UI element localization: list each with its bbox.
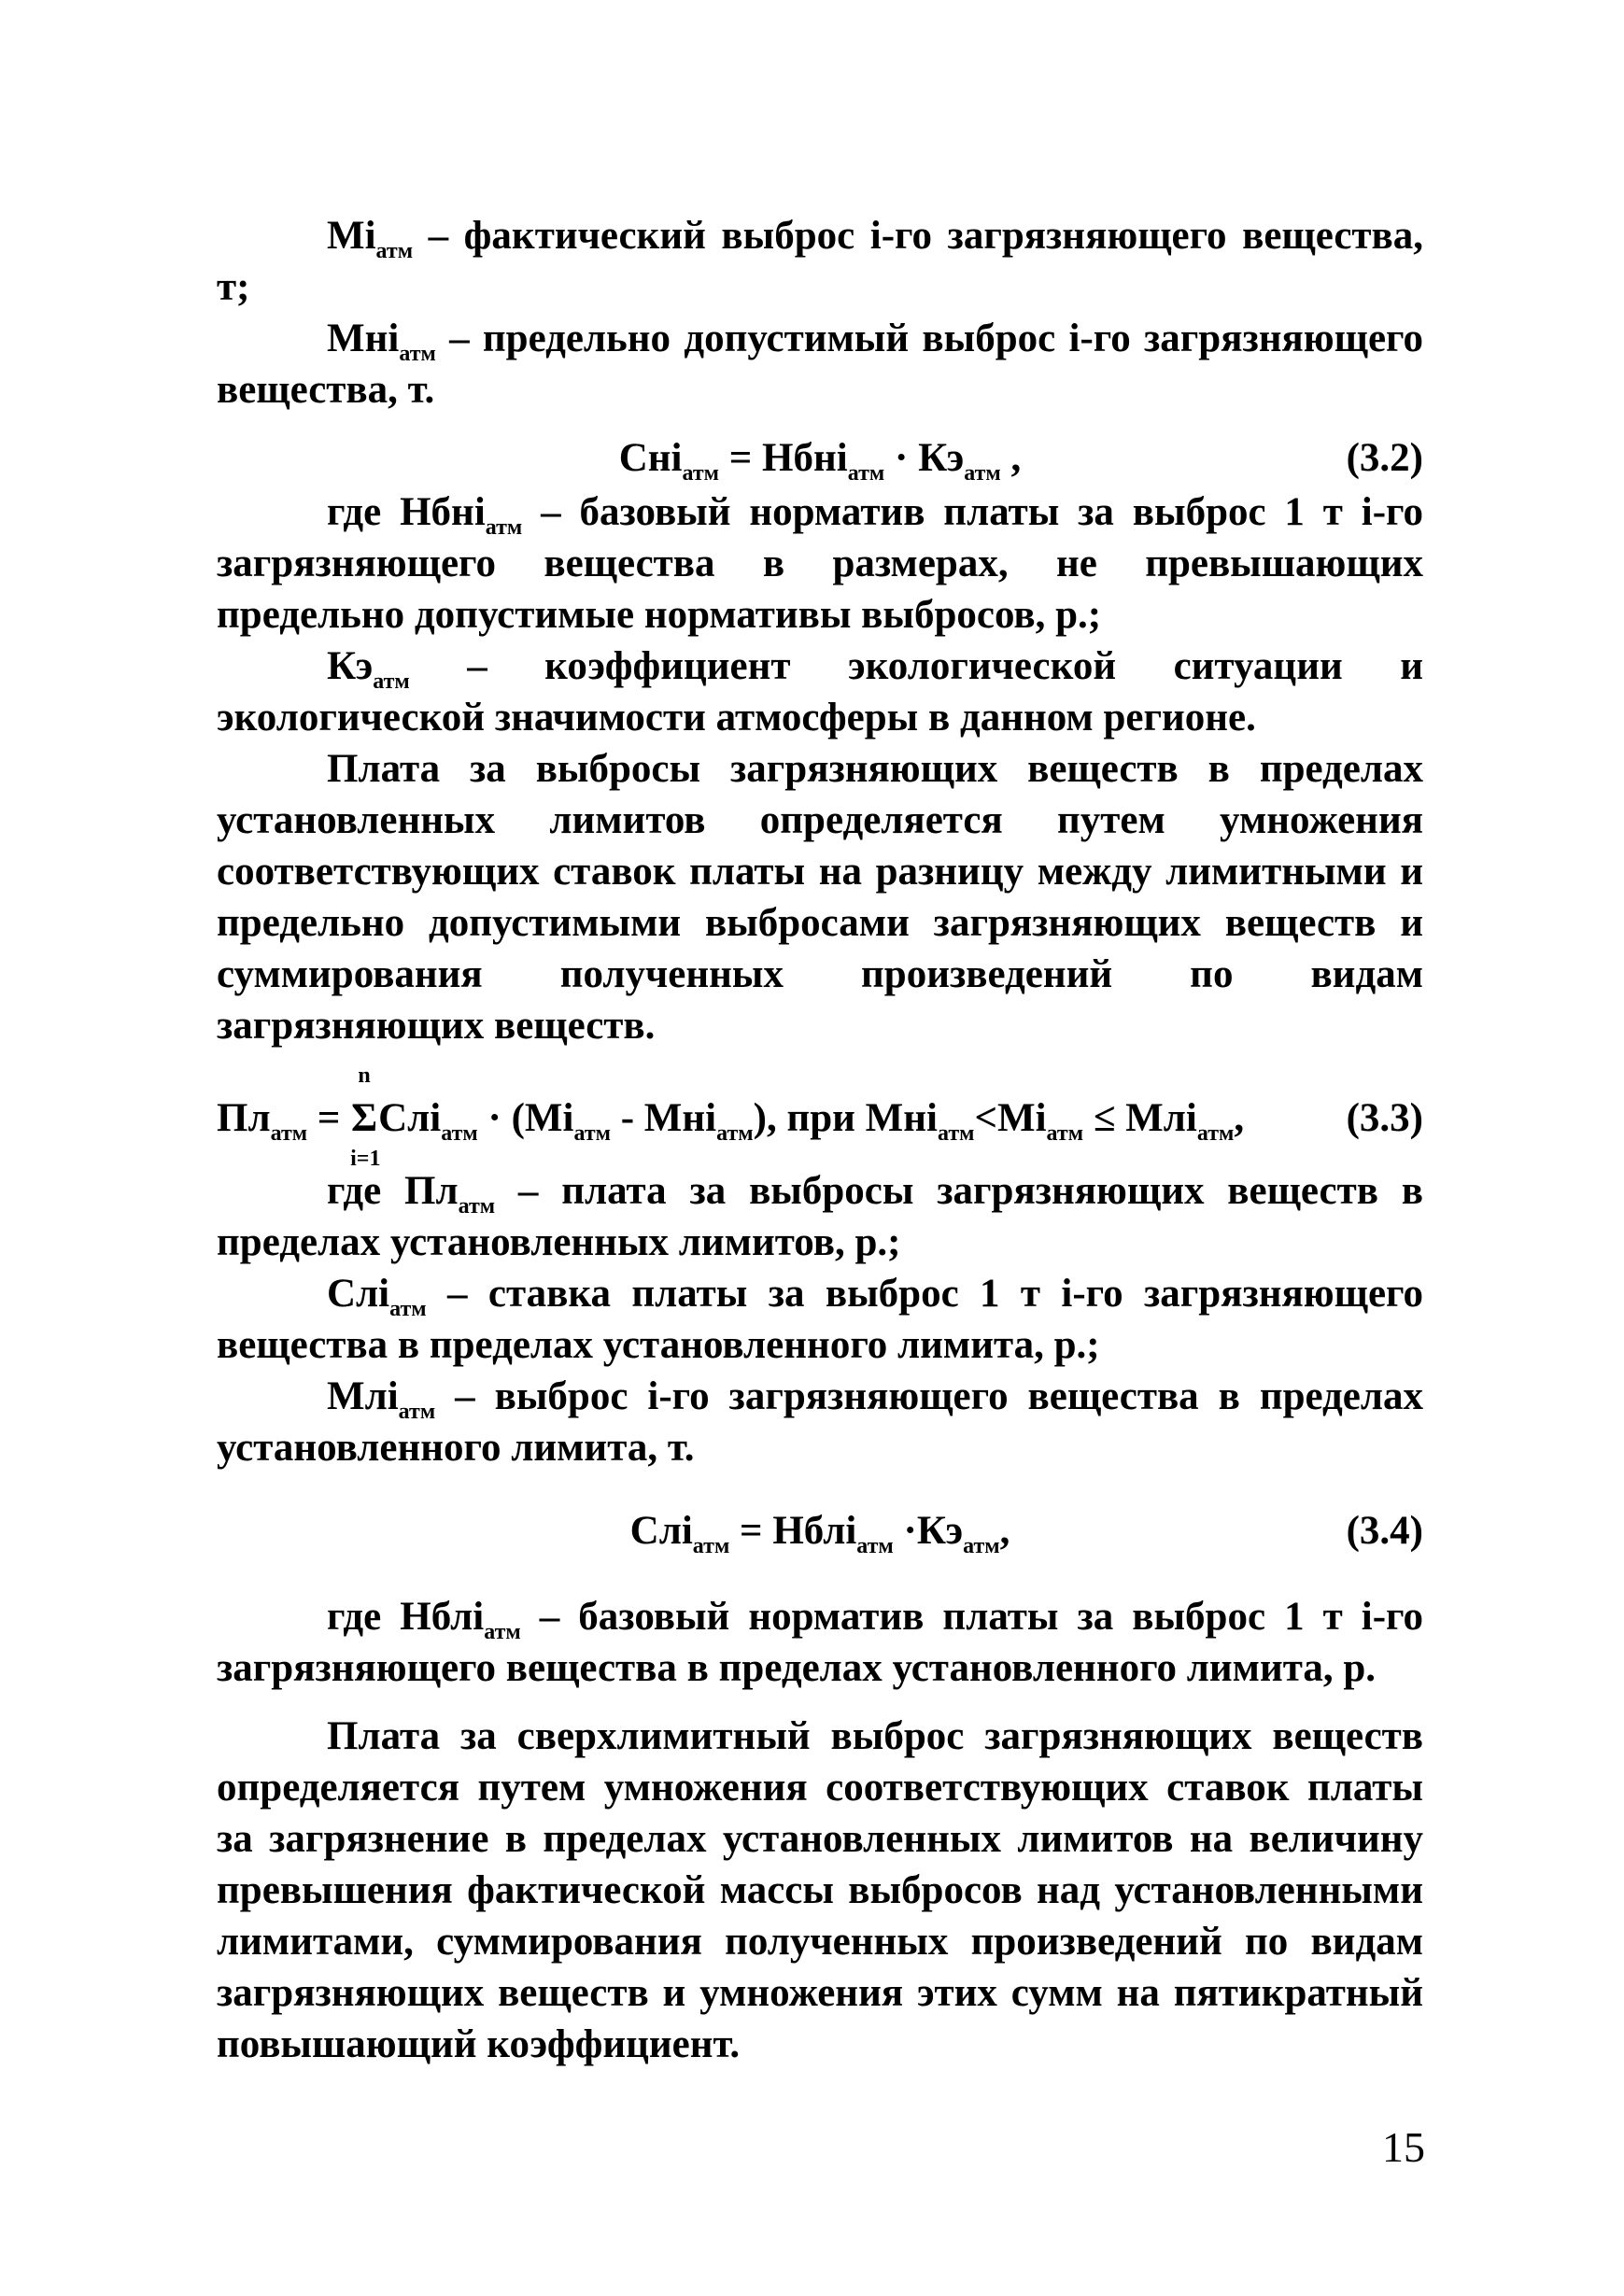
definition-mi [217, 210, 1423, 313]
formula-3-4 [217, 1505, 1423, 1559]
symbol: Мнi [327, 317, 400, 360]
symbol: Кэ [327, 644, 374, 688]
formula-expression: Слi$_{атм}$ = Нблi$_{атм}$ $\cdot Кэ_{атм}$, [629, 1509, 1010, 1558]
definition-text: – фактический выброс i-го загрязняющего вещества, т; [217, 214, 1423, 309]
subscript: атм [399, 342, 436, 366]
paragraph-excess: Плата за сверхлимитный выброс загрязняющих веществ определяется путем умножения соответствующих ставок платы за загрязнение в пределах установленных лимитов на величину превышения фактической массы выбросов над установленными лимитами, суммирования полученных произведений по видам загрязняющих веществ и умножения этих сумм на пятикратный повышающий коэффициент. [217, 1714, 1423, 2066]
formula-number: (3.4) [1346, 1509, 1423, 1553]
definition-ke: $Кэ_{атм}$ – коэффициент экологической ситуации и экологической значимости атмосферы в данном регионе. [217, 644, 1423, 740]
formula-number: (3.2) [1346, 436, 1423, 480]
page-number: 15 [1382, 2123, 1425, 2171]
subscript: атм [375, 239, 414, 263]
formula-number: (3.3) [1346, 1096, 1423, 1140]
definition-nbli: где Нблi$_{атм}$ – базовый норматив платы за выброс 1 т i-го загрязняющего вещества в пределах установленного лимита, р. [217, 1595, 1423, 1690]
formula-3-3 [217, 1063, 1423, 1171]
page-content [217, 210, 1423, 2070]
definition-mni [217, 313, 1423, 416]
definition-nbni: где Нбнi$_{атм}$ – базовый норматив платы за выброс 1 т i-го загрязняющего вещества в размерах, не превышающих предельно допустимые нормативы выбросов, р.; [217, 490, 1423, 637]
formula-expression: $Пл_{атм}$ = n Σ i=1 $Слi_{атм} \cdot (Mi_{атм} - Мнi_{атм})$, при $Мнi_{атм}<Mi_{атм} \le Млi_{атм}$, (3.3) [217, 1063, 1423, 1171]
definition-mli: Млi$_{атм}$ – выброс i-го загрязняющего вещества в пределах установленного лимита, т. [217, 1374, 1423, 1470]
definition-pl: где $Пл_{атм}$ – плата за выбросы загрязняющих веществ в пределах установленных лимитов, р.; [217, 1169, 1423, 1264]
formula-expression: Снi$_{атм}$ = Нбнi$_{атм}$ · $Кэ_{атм}$ , [618, 436, 1022, 486]
symbol: Mi [327, 214, 376, 258]
symbol: Нбнi [400, 490, 486, 534]
symbol: Нблi [400, 1595, 485, 1639]
symbol: Слi [327, 1272, 390, 1316]
paragraph-limits: Плата за выбросы загрязняющих веществ в пределах установленных лимитов определяется путем умножения соответствующих ставок платы на разницу между лимитными и предельно допустимыми выбросами загрязняющих веществ и суммирования полученных произведений по видам загрязняющих веществ. [217, 747, 1423, 1048]
definition-sli: Слi$_{атм}$ – ставка платы за выброс 1 т i-го загрязняющего вещества в пределах установленного лимита, р.; [217, 1272, 1423, 1367]
formula-3-2 [217, 432, 1423, 486]
symbol: Млi [327, 1374, 399, 1418]
symbol: Пл [404, 1169, 459, 1213]
definition-text: – предельно допустимый выброс i-го загрязняющего вещества, т. [217, 317, 1423, 412]
sum-sign: n Σ i=1 [350, 1063, 381, 1171]
